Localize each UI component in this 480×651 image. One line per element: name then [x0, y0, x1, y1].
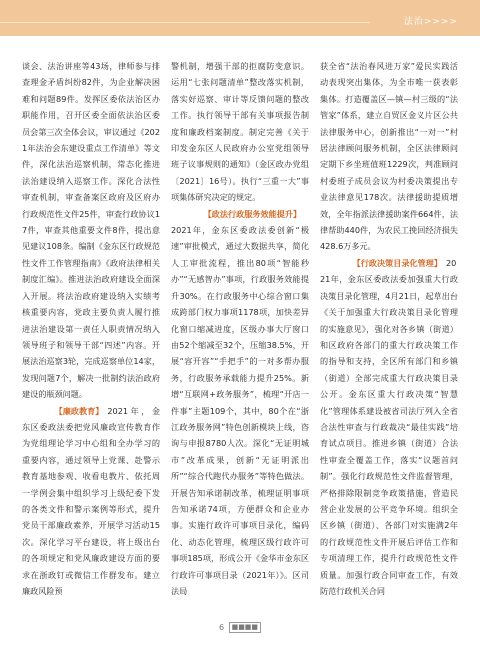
publication-mark: ■■■■	[229, 622, 261, 633]
paragraph: 【 廉政教育 】 2021年，金东区委政法委把党风廉政宣传教育作为党组理论学习中心组和全办学习的重要内容，通过领导上党课、赴警示教育基地参观、收看电教片、依托周一学例会集中组织学习上级纪委下发的各类文件和警示案例等形式，提升党员干部廉政素养，开展学习活动15次。深化学习平台建设，将上级出台的各项规定和党风廉政建设方面的要求在浙政钉或微信工作群发布。建立廉政风险预	[22, 403, 160, 600]
header-rule	[0, 22, 370, 23]
page-number: 6	[218, 623, 225, 632]
column-2	[171, 58, 309, 603]
page-footer	[0, 622, 480, 633]
section-tag: 法治>>>>	[403, 17, 458, 27]
article-body	[22, 58, 458, 603]
section-heading: 【 廉政教育 】	[38, 403, 103, 419]
paragraph: 【 行政决策目录化管理 】 2021年，金东区委政法委加强重大行政决策目录化管理，4月21日，起草出台《关于加强重大行政决策目录化管理的实施意见》，强化对各乡镇（街道）和区政府各部门的重大行政决策工作的指导和支持，全区所有部门和乡镇（街道）全部完成重大行政决策目录公开。金东区重大行政决策“智慧化”管理体系建设被省司法厅列入全省合法性审查与行政裁决“最佳实践”培育试点项目。推进乡镇（街道）合法性审查全覆盖工作，落实“议题首问制”。强化行政规范性文件监督管理，严格排除限制竞争政策措施，营造民营企业发展的公平竞争环境。组织全区乡镇（街道）、各部门对实施满2年的行政规范性文件开展后评估工作和专项清理工作，提升行政规范性文件质量。加强行政合同审查工作，有效防范行政机关合同	[320, 255, 458, 600]
paragraph: 获全省“法治春风进万家”爱民实践活动表现突出集体，为全市唯一获表彰集体。打造覆盖区—镇—村三级的“法管家”体系，建立自贸区金义片区公共法律服务中心，创新推出“一对一”村居法律顾问服务机制，全区法律顾问定期下乡坐班值班1229次，判准顾问村委班子成员会议为村委决策提出专业法律意见178次。法律援助提质增效，全年指派法律援助案件664件，法律帮助440件，为农民工挽回经济损失428.6万多元。	[320, 61, 458, 252]
paragraph: 谈会、法治讲座等43场，律师参与排查理金矛盾纠纷82件，为企业解决困难和问题89件。发挥区委依法治区办职能作用，召开区委全面依法治区委员会第三次全体会议，审议通过《2021年法治会东建设重点工作清单》等文件，深化法治巡察机制，常态化推进法治建设纳入巡察工作。深化合法性审查机制，审查备案区政府及区府办行政规范性文件25件，审查行政协议17件，审查其他重要文件8件，提出意见建议108条。编制《金东区行政规范性文件工作管理指南》《政府法律相关制度汇编》。推进法治政府建设全面深入开展。将法治政府建设纳入实绩考核重要内容，党政主要负责人履行推进法治建设第一责任人职责情况纳入领导班子和领导干部“四述”内容。开展法治巡察3轮，完成巡察单位14家，发现问题7个，解决一批制约法治政府建设的瓶颈问题。	[22, 61, 160, 400]
column-3	[320, 58, 458, 603]
section-heading: 【 政法行政服务效能提升 】	[187, 206, 301, 222]
section-heading: 【 行政决策目录化管理 】	[336, 255, 442, 271]
column-1	[22, 58, 160, 603]
header-band	[0, 0, 480, 36]
paragraph: 【 政法行政服务效能提升 】2021年，金东区委政法委创新“极速”审批模式，通过大数据共享，简化人工审批流程，推出80项“智能秒办”“无感智办”事项，行政服务效能提升30%。在行政服务中心综合窗口集成跨部门权力事项1178项，加快差异化窗口缩减进度，区级办事大厅窗口由52个缩减至32个，压缩38.5%，开展“容开容”“手把手”的一对多帮办服务，行政服务承载能力提升25%。新增“互联网+政务服务”，梳理“开店一件事”主题109个，其中，80个在“浙江政务服务网”特色创新模块上线，咨询与申报8780人次。深化“无证明城市”改革成果，创新“无证明派出所”“综合代跑代办服务”等特色做法。开展告知承诺制改革，梳理证明事项告知承诺74项，方便群众和企业办事。实施行政许可事项目录化，编码化、动态化管理，梳理区级行政许可事项185项，形成公开《金华市金东区行政许可事项目录（2021年）》。区司法局	[171, 206, 309, 600]
paragraph: 警机制，增强干部的拒腐防变意识。运用“七张问题清单”整改落实机制，落实好巡察、审计等反馈问题的整改工作。执行领导干部有关事项报告制度和廉政档案制度。制定完善《关于印发金东区人民政府办公室党组领导班子议事规则的通知》（金区政办党组〔2021〕16号）。执行“三重一大”事项集体研究决定的规定。	[171, 61, 309, 203]
